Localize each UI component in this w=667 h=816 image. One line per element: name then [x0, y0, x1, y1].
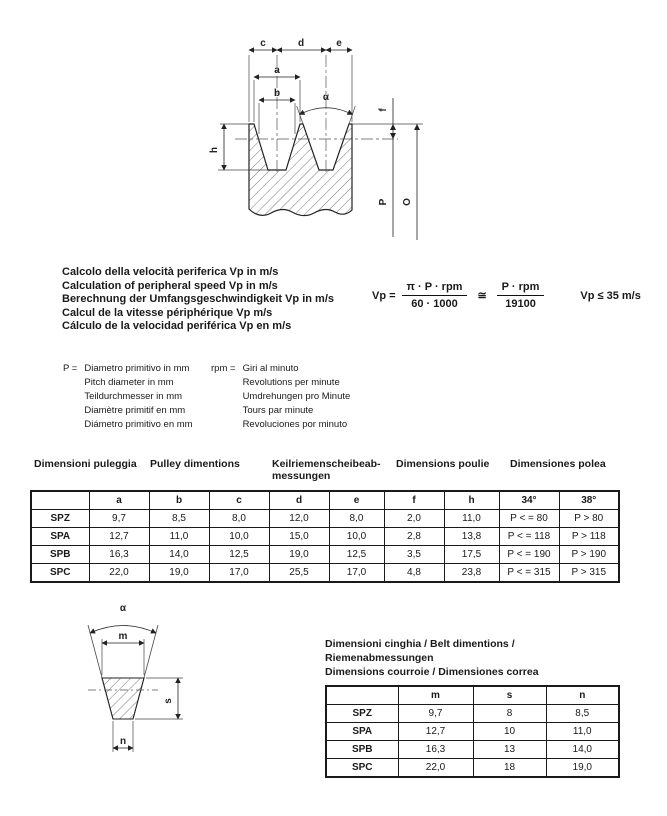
corner-cell	[31, 491, 89, 510]
table-title-de: Keilriemenscheibeab-messungen	[272, 458, 381, 482]
table-cell: 13,8	[444, 528, 499, 546]
heading-it: Calcolo della velocità periferica Vp in m/s	[62, 266, 279, 278]
legend-definition: Teildurchmesser in mm	[84, 391, 183, 402]
row-label: SPA	[326, 723, 398, 741]
speed-limit: Vp ≤ 35 m/s	[580, 289, 641, 302]
column-header: e	[329, 491, 384, 510]
table-cell: 3,5	[384, 546, 444, 564]
formula-fraction-1	[402, 281, 468, 310]
legend-definition: Umdrehungen pro Minute	[242, 391, 351, 402]
table-row	[31, 528, 619, 546]
belt-dimensions-section	[325, 637, 618, 778]
table-cell: P < = 190	[499, 546, 559, 564]
table-cell: 22,0	[89, 564, 149, 583]
fraction2-denominator: 19100	[505, 298, 536, 310]
table-row	[326, 759, 619, 778]
table-cell: P > 315	[559, 564, 619, 583]
dimension-arrowheads	[390, 124, 420, 139]
row-label: SPZ	[31, 510, 89, 528]
table-cell: 10	[473, 723, 546, 741]
legend-group-rpm	[211, 362, 350, 432]
legend-group-p	[63, 362, 211, 432]
table-row	[326, 741, 619, 759]
table-cell: 11,0	[149, 528, 209, 546]
table-cell: 18	[473, 759, 546, 778]
column-header: d	[269, 491, 329, 510]
table-cell: 17,0	[329, 564, 384, 583]
row-label: SPC	[31, 564, 89, 583]
table-cell: 15,0	[269, 528, 329, 546]
table-cell: 2,8	[384, 528, 444, 546]
table-cell: P < = 118	[499, 528, 559, 546]
dim-label-a: a	[274, 65, 280, 76]
fraction2-numerator: P · rpm	[497, 281, 545, 296]
heading-fr: Calcul de la vitesse périphérique Vp m/s	[62, 306, 273, 319]
table-cell: 14,0	[546, 741, 619, 759]
table-title-es: Dimensiones polea	[510, 458, 606, 470]
legend-definition: Diametro primitivo in mm	[84, 363, 190, 374]
table-cell: 8,0	[209, 510, 269, 528]
table-cell: 12,7	[89, 528, 149, 546]
dim-label-c: c	[260, 38, 266, 49]
legend-definition: Diamètre primitif en mm	[84, 405, 186, 416]
table-row	[326, 723, 619, 741]
symbol-legend	[63, 362, 350, 432]
dim-label-e: e	[336, 38, 342, 49]
pulley-table-titles	[30, 456, 618, 488]
table-cell: P < = 80	[499, 510, 559, 528]
table-cell: 19,0	[546, 759, 619, 778]
table-cell: 12,7	[398, 723, 473, 741]
row-label: SPC	[326, 759, 398, 778]
table-cell: P > 190	[559, 546, 619, 564]
approx-symbol: ≅	[477, 290, 487, 302]
table-cell: 23,8	[444, 564, 499, 583]
heading-es: Cálculo de la velocidad periférica Vp en m/s	[62, 320, 292, 333]
belt-label-alpha: α	[119, 603, 127, 614]
row-label: SPB	[326, 741, 398, 759]
legend-definitions-p	[84, 362, 192, 432]
column-header: c	[209, 491, 269, 510]
table-cell: 17,5	[444, 546, 499, 564]
table-cell: 10,0	[329, 528, 384, 546]
row-label: SPA	[31, 528, 89, 546]
legend-definition: Pitch diameter in mm	[84, 377, 174, 388]
column-header: m	[398, 686, 473, 705]
dim-label-f: f	[378, 108, 389, 112]
belt-dimensions-table	[325, 685, 620, 778]
table-cell: 8,5	[149, 510, 209, 528]
formula-fraction-2	[497, 281, 545, 310]
pulley-table-header-row	[31, 491, 619, 510]
pulley-dimensions-section	[30, 456, 618, 583]
legend-definition: Diámetro primitivo en mm	[84, 419, 193, 430]
legend-definition: Giri al minuto	[242, 363, 299, 374]
table-cell: 8,0	[329, 510, 384, 528]
table-cell: 11,0	[546, 723, 619, 741]
column-header: s	[473, 686, 546, 705]
dim-label-h: h	[209, 146, 220, 154]
speed-calc-headings	[62, 266, 374, 334]
table-cell: P > 80	[559, 510, 619, 528]
table-cell: 19,0	[269, 546, 329, 564]
pulley-cross-section-diagram	[180, 22, 480, 245]
table-cell: 25,5	[269, 564, 329, 583]
table-cell: P < = 315	[499, 564, 559, 583]
corner-cell	[326, 686, 398, 705]
belt-cross-section-diagram	[55, 595, 275, 780]
heading-en: Calculation of peripheral speed Vp in m/s	[62, 279, 278, 292]
table-cell: 16,3	[398, 741, 473, 759]
belt-table-title-line1: Dimensioni cinghia / Belt dimentions / Riemenabmessungen	[325, 638, 515, 664]
fraction1-denominator: 60 · 1000	[411, 298, 458, 310]
table-cell: 12,5	[209, 546, 269, 564]
belt-diagram-svg	[55, 595, 275, 775]
pulley-dimensions-table	[30, 490, 620, 583]
dim-label-b: b	[273, 88, 281, 99]
table-row	[326, 705, 619, 723]
table-cell: 8	[473, 705, 546, 723]
legend-definitions-rpm	[243, 362, 351, 432]
dim-label-d: d	[297, 38, 305, 49]
belt-table-title-line2: Dimensions courroie / Dimensiones correa	[325, 666, 539, 678]
column-header: n	[546, 686, 619, 705]
table-row	[31, 546, 619, 564]
table-title-fr: Dimensions poulie	[396, 458, 490, 470]
table-cell: 19,0	[149, 564, 209, 583]
table-row	[31, 510, 619, 528]
fraction1-numerator: π · P · rpm	[402, 281, 468, 296]
table-cell: 9,7	[398, 705, 473, 723]
legend-definition: Tours par minute	[242, 405, 314, 416]
table-cell: 4,8	[384, 564, 444, 583]
table-row	[31, 564, 619, 583]
column-header: a	[89, 491, 149, 510]
table-cell: 12,5	[329, 546, 384, 564]
speed-formula	[372, 281, 641, 310]
belt-table-header-row	[326, 686, 619, 705]
belt-table-titles	[325, 637, 618, 679]
column-header: b	[149, 491, 209, 510]
dim-label-outer-diameter: O	[402, 198, 413, 206]
dim-label-alpha: α	[322, 92, 330, 103]
belt-label-m: m	[118, 631, 128, 642]
pulley-diagram-svg	[180, 22, 480, 240]
formula-lhs: Vp =	[372, 289, 396, 302]
row-label: SPZ	[326, 705, 398, 723]
table-cell: 16,3	[89, 546, 149, 564]
table-cell: 12,0	[269, 510, 329, 528]
legend-symbol-rpm: rpm =	[211, 363, 236, 374]
table-cell: 10,0	[209, 528, 269, 546]
legend-definition: Revoluciones por minuto	[242, 419, 348, 430]
table-cell: 8,5	[546, 705, 619, 723]
belt-label-n: n	[119, 736, 127, 747]
column-header: f	[384, 491, 444, 510]
table-title-it: Dimensioni puleggia	[34, 458, 137, 470]
legend-definition: Revolutions per minute	[242, 377, 340, 388]
dim-label-pitch-diameter: P	[378, 198, 389, 206]
legend-symbol-p: P =	[63, 363, 78, 374]
column-header: 38°	[559, 491, 619, 510]
belt-label-s: s	[163, 698, 174, 704]
table-cell: 9,7	[89, 510, 149, 528]
table-cell: 13	[473, 741, 546, 759]
table-cell: 22,0	[398, 759, 473, 778]
column-header: 34°	[499, 491, 559, 510]
heading-de: Berechnung der Umfangsgeschwindigkeit Vp in m/s	[62, 293, 334, 306]
column-header: h	[444, 491, 499, 510]
row-label: SPB	[31, 546, 89, 564]
table-cell: 17,0	[209, 564, 269, 583]
table-cell: 14,0	[149, 546, 209, 564]
table-title-en: Pulley dimentions	[150, 458, 240, 470]
table-cell: P > 118	[559, 528, 619, 546]
table-cell: 2,0	[384, 510, 444, 528]
table-cell: 11,0	[444, 510, 499, 528]
belt-section	[102, 678, 144, 719]
